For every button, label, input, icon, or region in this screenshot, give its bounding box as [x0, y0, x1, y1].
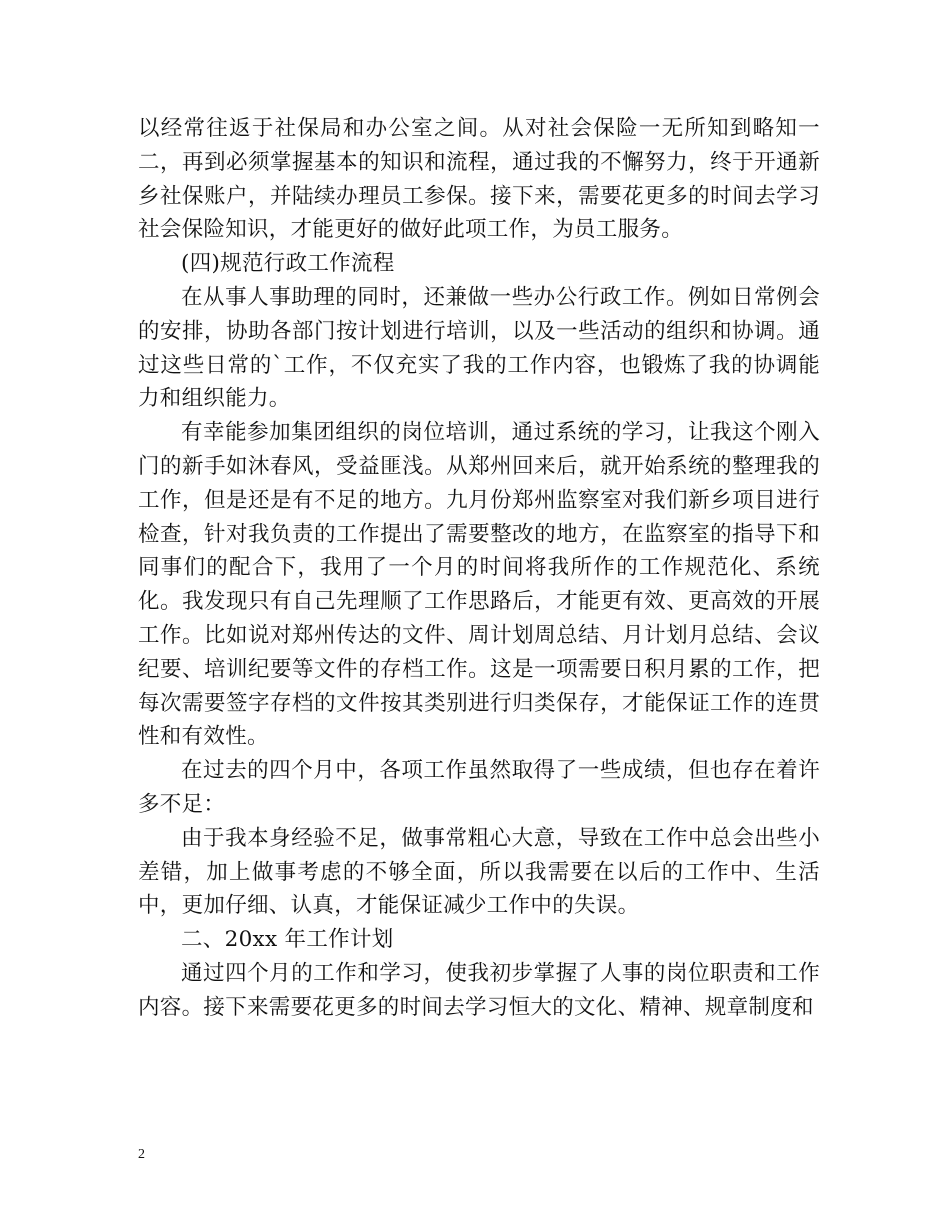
paragraph-3: 在从事人事助理的同时，还兼做一些办公行政工作。例如日常例会的安排，协助各部门按计划进行培训，以及一些活动的组织和协调。通过这些日常的`工作，不仅充实了我的工作内容，也锻炼了我的协调能力和组织能力。 — [138, 284, 820, 412]
document-body — [138, 112, 820, 1025]
paragraph-5: 在过去的四个月中，各项工作虽然取得了一些成绩，但也存在着许多不足： — [138, 758, 820, 817]
paragraph-2-section-heading: (四)规范行政工作流程 — [181, 251, 395, 277]
paragraph-7-section-heading: 二、20xx 年工作计划 — [181, 927, 394, 953]
page-number: 2 — [138, 1147, 145, 1162]
paragraph-1: 以经常往返于社保局和办公室之间。从对社会保险一无所知到略知一二，再到必须掌握基本的知识和流程，通过我的不懈努力，终于开通新乡社保账户，并陆续办理员工参保。接下来，需要花更多的时间去学习社会保险知识，才能更好的做好此项工作，为员工服务。 — [138, 116, 820, 243]
paragraph-4: 有幸能参加集团组织的岗位培训，通过系统的学习，让我这个刚入门的新手如沐春风，受益匪浅。从郑州回来后，就开始系统的整理我的工作，但是还是有不足的地方。九月份郑州监察室对我们新乡项目进行检查，针对我负责的工作提出了需要整改的地方，在监察室的指导下和同事们的配合下，我用了一个月的时间将我所作的工作规范化、系统化。我发现只有自己先理顺了工作思路后，才能更有效、更高效的开展工作。比如说对郑州传达的文件、周计划周总结、月计划月总结、会议纪要、培训纪要等文件的存档工作。这是一项需要日积月累的工作，把每次需要签字存档的文件按其类别进行归类保存，才能保证工作的连贯性和有效性。 — [138, 420, 820, 750]
paragraph-6: 由于我本身经验不足，做事常粗心大意，导致在工作中总会出些小差错，加上做事考虑的不够全面，所以我需要在以后的工作中、生活中，更加仔细、认真，才能保证减少工作中的失误。 — [138, 825, 820, 919]
paragraph-8: 通过四个月的工作和学习，使我初步掌握了人事的岗位职责和工作内容。接下来需要花更多的时间去学习恒大的文化、精神、规章制度和 — [138, 960, 820, 1020]
